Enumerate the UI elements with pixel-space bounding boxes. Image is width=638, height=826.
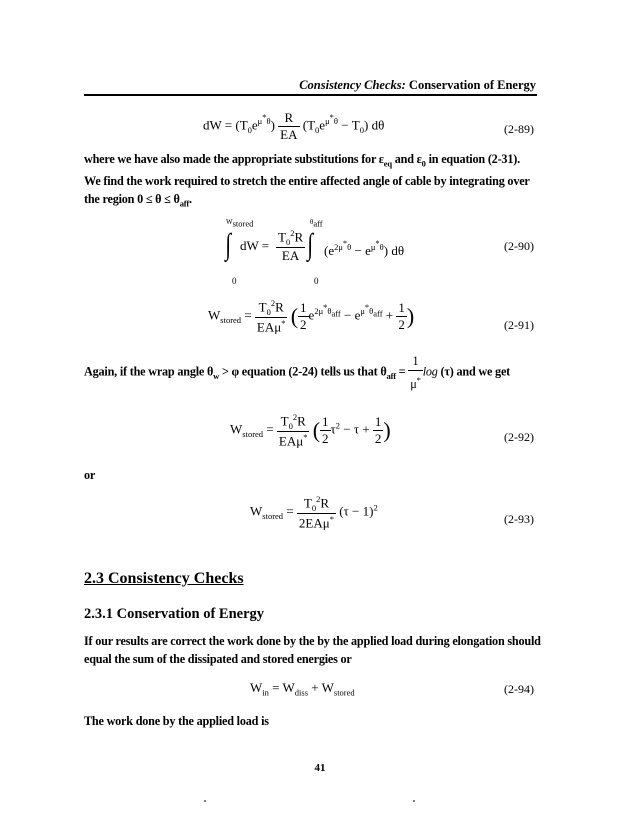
header-rule [84,94,537,96]
paragraph-3-line-2: equal the sum of the dissipated and stored energies or [84,652,352,666]
equation-number-2-93: (2-93) [504,512,534,526]
paragraph-3-line-1: If our results are correct the work done by the by the applied load during elongation should [84,634,541,648]
equation-number-2-89: (2-89) [504,122,534,136]
running-header [262,78,536,93]
equation-2-92: $W_{stored}$ = $\frac{T_0^2R}{EA\mu^*}$ ( $\frac{1}{2}$ $\tau^2 - \tau$ + $\frac{1}{2}$ ) [230,412,391,449]
paragraph-3 [84,632,554,668]
section-title-text: 2.3 Consistency Checks [84,570,244,587]
equation-number-2-91: (2-91) [504,318,534,332]
equation-2-89: dW = $(T_0e^{\mu^*\theta})$ $\frac{R}{EA}$ $(T_0e^{\mu^*\theta} - T_0)$ dθ [203,110,385,142]
scan-speck-right [413,800,415,802]
paragraph-1-line-3: the region 0 ≤ θ ≤ θ [84,192,180,207]
paragraph-1-line-2: We find the work required to stretch the entire affected angle of cable by integrating over [84,174,530,189]
equation-2-94: $W_{in} = W_{diss} + W_{stored}$ [250,680,355,698]
paragraph-1-line-1: where we have also made the appropriate substitutions for ε [84,152,384,166]
paragraph-1: where we have also made the appropriate substitutions for $\varepsilon_{eq}$ and $\varepsilon_0$ in equation (2-31). We find the work required to stretch the entire affected angle of cable by integrating over the region $0 \le \theta \le \theta_{aff}$. [84,150,544,213]
subsection-title: 2.3.1 Conservation of Energy [84,606,265,622]
or-word: or [84,468,96,482]
equation-number-2-92: (2-92) [504,430,534,444]
running-header-rest: Conservation of Energy [405,78,536,92]
page-number: 41 [314,762,326,774]
paragraph-2: Again, if the wrap angle $\theta_w > \varphi$ equation (2-24) tells us that $\theta_{aff}$ = $\frac{1}{\mu^*}$ log (τ) and we get [84,354,511,392]
equation-number-2-94: (2-94) [504,682,534,696]
running-header-italic: Consistency Checks: [299,78,406,92]
paragraph-2-line-1: Again, if the wrap angle θ [84,364,214,379]
section-title [84,570,244,588]
equation-2-93: $W_{stored}$ = $\frac{T_0^2R}{2EA\mu^*}$ $(\tau - 1)^2$ [250,494,378,531]
scan-speck-left [204,800,206,802]
paragraph-4: The work done by the applied load is [84,714,269,728]
equation-number-2-90: (2-90) [504,239,534,253]
equation-2-91: $W_{stored}$ = $\frac{T_0^2R}{EA\mu^*}$ ( $\frac{1}{2}$ $e^{2\mu^*\theta_{aff}} - e^{\mu^*\theta_{aff}}$ + $\frac{1}{2}$ ) [208,298,415,335]
